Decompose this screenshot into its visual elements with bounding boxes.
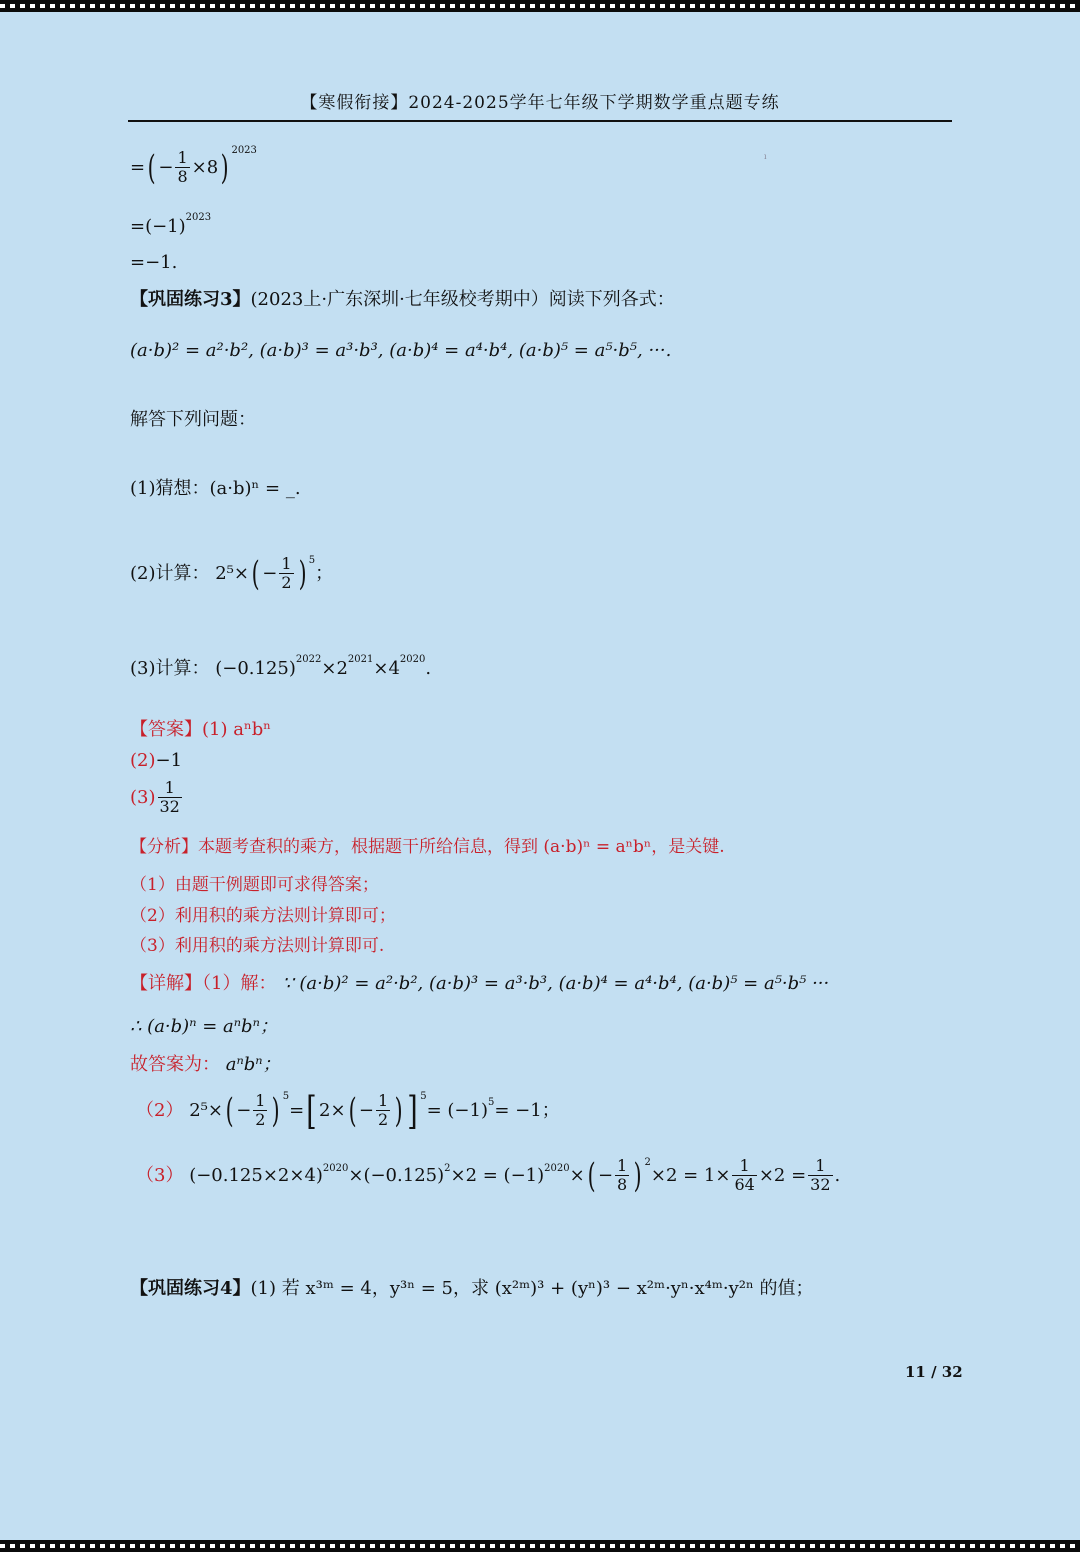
prev-line-2: $=(-1)^{2023}$ xyxy=(130,212,212,237)
page-header: 【寒假衔接】2024-2025学年七年级下学期数学重点题专练 xyxy=(300,93,780,113)
detail-part-3: （3） (−0.125×2×4) 2020 ×(−0.125) 2 ×2 = (−1) 2020 × ( − $\frac{1}{8}$ ) 2 ×2 = 1× $\frac{1}{64}$ ×2 = $\frac{1}{32}$ . xyxy=(136,1155,841,1196)
detail-part-2: （2） 2⁵× ( − $\frac{1}{2}$ ) 5 = [ 2× ( − $\frac{1}{2}$ ) ] 5 = (−1) 5 = −1； xyxy=(136,1089,560,1133)
question-1: (1)猜想：(a·b)ⁿ = _. xyxy=(130,478,301,499)
header-rule xyxy=(128,120,952,122)
exercise4-line: 【巩固练习4】(1) 若 x³ᵐ = 4，y³ⁿ = 5，求 (x²ᵐ)³ + (yⁿ)³ − x²ᵐ·yⁿ·x⁴ᵐ·y²ⁿ 的值； xyxy=(130,1278,814,1299)
exercise3-heading: 【巩固练习3】(2023上·广东深圳·七年级校考期中）阅读下列各式： xyxy=(130,289,675,310)
answer-line-2: (2)−1 xyxy=(130,750,183,771)
detail-line-1: 【详解】（1）解： ∵ (a·b)² = a²·b², (a·b)³ = a³·b³, (a·b)⁴ = a⁴·b⁴, (a·b)⁵ = a⁵·b⁵ ··· xyxy=(130,973,830,994)
question-2: (2)计算： 2⁵× ( − $\frac{1}{2}$ ) 5 ； xyxy=(130,553,334,594)
analysis-line: 【分析】本题考查积的乘方，根据题干所给信息，得到 (a·b)ⁿ = aⁿbⁿ，是关键. xyxy=(130,837,725,857)
analysis-step-2: （2）利用积的乘方法则计算即可； xyxy=(130,906,396,926)
analysis-step-3: （3）利用积的乘方法则计算即可. xyxy=(130,936,385,956)
prev-line-1: = ( − $\frac{1}{8}$ ×8 ) 2023 xyxy=(130,145,257,188)
answer-line-1: 【答案】(1) aⁿbⁿ xyxy=(130,719,272,740)
film-border-bottom xyxy=(0,1540,1080,1552)
stray-mark: ı xyxy=(764,152,767,161)
exercise3-formula: (a·b)² = a²·b², (a·b)³ = a³·b³, (a·b)⁴ = a⁴·b⁴, (a·b)⁵ = a⁵·b⁵, ···. xyxy=(130,340,672,361)
question-3: (3)计算： $(-0.125)^{2022}\times 2^{2021}\times 4^{2020}$. xyxy=(130,654,432,679)
analysis-step-1: （1）由题干例题即可求得答案； xyxy=(130,875,379,895)
detail-line-3: 故答案为： aⁿbⁿ； xyxy=(130,1054,281,1075)
detail-line-2: ∴ (a·b)ⁿ = aⁿbⁿ； xyxy=(130,1016,278,1037)
film-border-top xyxy=(0,0,1080,12)
answer-line-3: (3) $\frac{1}{32}$ xyxy=(130,778,180,816)
exercise3-prompt: 解答下列问题： xyxy=(130,409,256,430)
page-number: 11 / 32 xyxy=(905,1363,963,1381)
prev-line-3: =−1. xyxy=(130,252,178,273)
